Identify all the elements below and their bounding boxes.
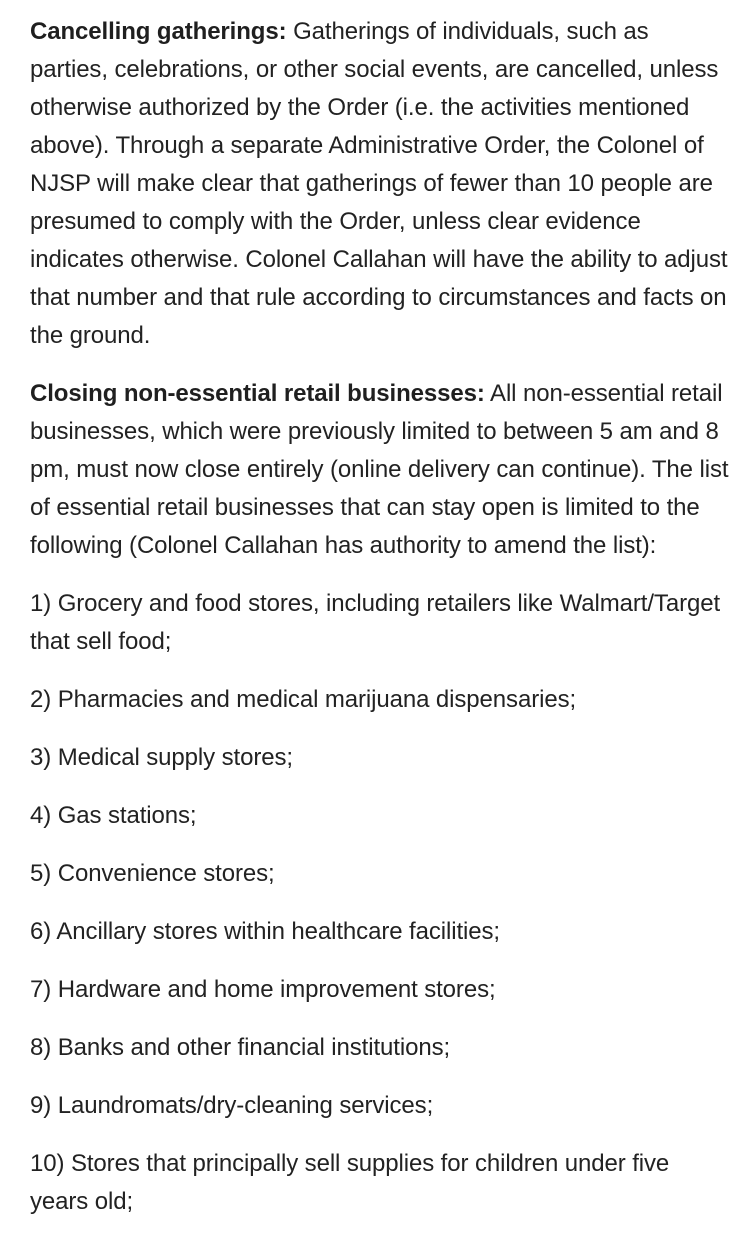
essential-business-list bbox=[30, 585, 730, 1221]
list-item: 9) Laundromats/dry-cleaning services; bbox=[30, 1092, 434, 1119]
list-item: 1) Grocery and food stores, including retailers like Walmart/Target that sell food; bbox=[30, 590, 721, 655]
list-item: 2) Pharmacies and medical marijuana dispensaries; bbox=[30, 686, 577, 713]
retail-heading: Closing non-essential retail businesses: bbox=[30, 380, 485, 407]
retail-paragraph bbox=[30, 375, 730, 565]
list-item: 7) Hardware and home improvement stores; bbox=[30, 976, 496, 1003]
list-item: 4) Gas stations; bbox=[30, 802, 197, 829]
list-item: 6) Ancillary stores within healthcare facilities; bbox=[30, 918, 500, 945]
list-item: 3) Medical supply stores; bbox=[30, 744, 293, 771]
gatherings-heading: Cancelling gatherings: bbox=[30, 18, 287, 45]
gatherings-paragraph bbox=[30, 13, 730, 355]
list-item: 10) Stores that principally sell supplies for children under five years old; bbox=[30, 1150, 670, 1215]
list-item: 8) Banks and other financial institutions; bbox=[30, 1034, 451, 1061]
gatherings-text: Gatherings of individuals, such as parties, celebrations, or other social events, are cancelled, unless otherwise authorized by the Order (i.e. the activities mentioned above). Through a separate Administrative Order, the Colonel of NJSP will make clear that gatherings of fewer than 10 people are presumed to comply with the Order, unless clear evidence indicates otherwise. Colonel Callahan will have the ability to adjust that number and that rule according to circumstances and facts on the ground. bbox=[30, 18, 728, 349]
list-item: 5) Convenience stores; bbox=[30, 860, 275, 887]
retail-text: All non-essential retail businesses, which were previously limited to between 5 am and 8 pm, must now close entirely (online delivery can continue). The list of essential retail businesses that can stay open is limited to the following (Colonel Callahan has authority to amend the list): bbox=[30, 380, 729, 559]
